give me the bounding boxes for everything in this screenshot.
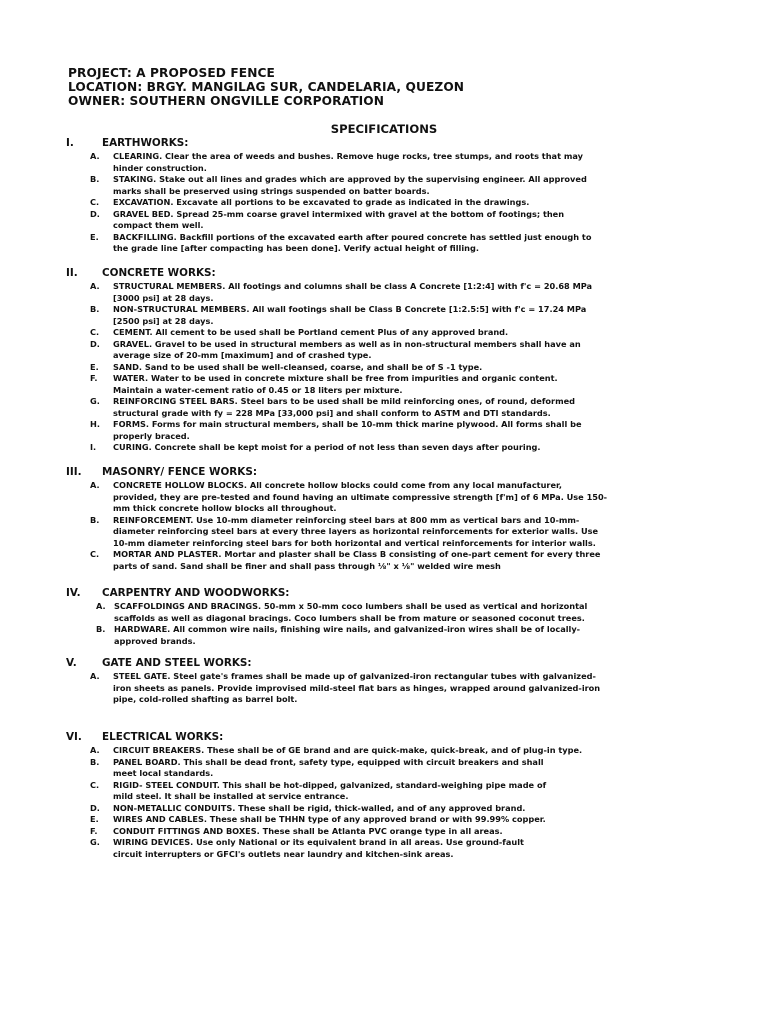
section-title: EARTHWORKS: xyxy=(102,137,189,149)
spec-item xyxy=(0,837,768,860)
section-number: VI. xyxy=(66,731,82,743)
section-title: CARPENTRY AND WOODWORKS: xyxy=(102,587,290,599)
item-letter: I. xyxy=(90,442,97,452)
item-text: NON-METALLIC CONDUITS. These shall be rigid, thick-walled, and of any approved brand. xyxy=(113,802,526,813)
item-text: CONDUIT FITTINGS AND BOXES. These shall be Atlanta PVC orange type in all areas. xyxy=(113,825,503,836)
spec-item xyxy=(0,197,768,209)
section-heading xyxy=(0,656,768,671)
item-text: CLEARING. Clear the area of weeds and bushes. Remove huge rocks, tree stumps, and roots that may hinder construction. xyxy=(113,151,583,173)
section-heading xyxy=(0,465,768,480)
item-text: CURING. Concrete shall be kept moist for a period of not less than seven days after pouring. xyxy=(113,442,541,452)
spec-item xyxy=(0,209,768,232)
section-heading xyxy=(0,266,768,281)
item-letter: C. xyxy=(90,549,100,559)
spec-item xyxy=(0,745,768,757)
spec-item xyxy=(0,814,768,826)
item-text: GRAVEL. Gravel to be used in structural members as well as in non-structural members shall have an average size of 20-mm [maximum] and of crashed type. xyxy=(113,338,581,360)
item-letter: G. xyxy=(90,396,100,406)
item-text: CIRCUIT BREAKERS. These shall be of GE brand and are quick-make, quick-break, and of plug-in type. xyxy=(113,745,583,755)
spec-item xyxy=(0,151,768,174)
spec-item xyxy=(0,362,768,374)
spec-item xyxy=(0,549,768,572)
item-text: BACKFILLING. Backfill portions of the excavated earth after poured concrete has settled just enough to the grade line [after compacting has been done]. Verify actual height of filling. xyxy=(113,231,592,253)
section-earthworks xyxy=(0,136,768,255)
section-electrical-works xyxy=(0,730,768,860)
spec-item xyxy=(0,601,768,624)
item-letter: A. xyxy=(90,480,100,490)
spec-item xyxy=(0,174,768,197)
item-letter: D. xyxy=(90,208,100,219)
item-letter: C. xyxy=(90,197,100,207)
item-letter: E. xyxy=(90,814,99,824)
item-text: WATER. Water to be used in concrete mixture shall be free from impurities and organic content. Maintain a water-cement ratio of 0.45 or 18 liters per mixture. xyxy=(113,373,558,395)
item-letter: C. xyxy=(90,779,100,790)
section-title: CONCRETE WORKS: xyxy=(102,267,216,279)
location-line: LOCATION: BRGY. MANGILAG SUR, CANDELARIA, QUEZON xyxy=(68,80,465,94)
item-text: REINFORCEMENT. Use 10-mm diameter reinforcing steel bars at 800 mm as vertical bars and 10-mm- diameter reinforcing steel bars at every three layers as horizontal reinforcements for exterior walls. Use 10-mm diameter reinforcing steel bars for both horizontal and vertical reinforcements for interior walls. xyxy=(113,514,599,548)
item-letter: E. xyxy=(90,231,99,242)
item-text: REINFORCING STEEL BARS. Steel bars to be used shall be mild reinforcing ones, of round, deformed structural grade with fy = 228 MPa [33,000 psi] and shall conform to ASTM and DTI standards. xyxy=(113,396,576,418)
item-text: CEMENT. All cement to be used shall be Portland cement Plus of any approved brand. xyxy=(113,327,509,337)
specifications-title: SPECIFICATIONS xyxy=(330,122,438,136)
item-letter: F. xyxy=(90,373,98,383)
item-letter: B. xyxy=(90,756,100,767)
spec-item xyxy=(0,442,768,454)
spec-item xyxy=(0,780,768,803)
item-text: NON-STRUCTURAL MEMBERS. All wall footings shall be Class B Concrete [1:2.5:5] with f'c = 17.24 MPa [2500 psi] at 28 days. xyxy=(113,304,587,326)
spec-item xyxy=(0,327,768,339)
item-letter: A. xyxy=(90,151,100,161)
item-text: FORMS. Forms for main structural members, shall be 10-mm thick marine plywood. All forms shall be properly braced. xyxy=(113,419,582,441)
section-heading xyxy=(0,136,768,151)
section-number: I. xyxy=(66,137,74,149)
section-number: V. xyxy=(66,657,77,669)
spec-item xyxy=(0,396,768,419)
item-text: STRUCTURAL MEMBERS. All footings and columns shall be class A Concrete [1:2:4] with f'c = 20.68 MPa [3000 psi] at 28 days. xyxy=(113,281,593,303)
item-text: SCAFFOLDINGS AND BRACINGS. 50-mm x 50-mm coco lumbers shall be used as vertical and horizontal scaffolds as well as diagonal bracings. Coco lumbers shall be from mature or seasoned coconut trees. xyxy=(114,601,588,623)
section-number: IV. xyxy=(66,587,81,599)
item-letter: G. xyxy=(90,837,100,847)
item-text: WIRES AND CABLES. These shall be THHN type of any approved brand or with 99.99% copper. xyxy=(113,814,546,824)
item-text: CONCRETE HOLLOW BLOCKS. All concrete hollow blocks could come from any local manufacturer, provided, they are pre-tested and found having an ultimate compressive strength [f'm] of 6 MPa. Use 150- mm thick concrete hollow blocks all throughout. xyxy=(113,480,608,513)
spec-item xyxy=(0,419,768,442)
item-letter: H. xyxy=(90,419,100,429)
section-number: III. xyxy=(66,466,82,478)
item-letter: C. xyxy=(90,327,100,337)
item-letter: F. xyxy=(90,825,98,836)
item-text: STEEL GATE. Steel gate's frames shall be made up of galvanized-iron rectangular tubes with galvanized- iron sheets as panels. Provide improvised mild-steel flat bars as hinges, wrapped around galvanized-iron pipe, cold-rolled shafting as barrel bolt. xyxy=(113,671,601,704)
item-text: EXCAVATION. Excavate all portions to be excavated to grade as indicated in the drawings. xyxy=(113,197,530,207)
item-letter: A. xyxy=(96,601,106,611)
item-letter: A. xyxy=(90,745,100,755)
item-text: RIGID- STEEL CONDUIT. This shall be hot-dipped, galvanized, standard-weighing pipe made of mild steel. It shall be installed at service entrance. xyxy=(113,779,547,801)
item-text: WIRING DEVICES. Use only National or its equivalent brand in all areas. Use ground-fault circuit interrupters or GFCI's outlets near laundry and kitchen-sink areas. xyxy=(113,837,524,859)
section-number: II. xyxy=(66,267,78,279)
section-masonry-fence-works xyxy=(0,465,768,572)
owner-line: OWNER: SOUTHERN ONGVILLE CORPORATION xyxy=(68,94,385,108)
section-gate-steel-works xyxy=(0,656,768,706)
section-heading xyxy=(0,586,768,601)
spec-item xyxy=(0,671,768,706)
item-text: GRAVEL BED. Spread 25-mm coarse gravel intermixed with gravel at the bottom of footings; then compact them well. xyxy=(113,208,565,230)
item-letter: D. xyxy=(90,802,100,813)
item-letter: B. xyxy=(96,624,106,634)
spec-item xyxy=(0,803,768,815)
item-letter: B. xyxy=(90,174,100,184)
spec-item xyxy=(0,373,768,396)
item-letter: A. xyxy=(90,281,100,291)
spec-item xyxy=(0,624,768,647)
item-letter: B. xyxy=(90,514,100,525)
section-carpentry-woodworks xyxy=(0,586,768,647)
section-title: ELECTRICAL WORKS: xyxy=(102,731,224,743)
spec-item xyxy=(0,515,768,550)
spec-item xyxy=(0,757,768,780)
item-text: STAKING. Stake out all lines and grades which are approved by the supervising engineer. All approved marks shall be preserved using strings suspended on batter boards. xyxy=(113,174,587,196)
spec-item xyxy=(0,339,768,362)
item-text: MORTAR AND PLASTER. Mortar and plaster shall be Class B consisting of one-part cement for every three parts of sand. Sand shall be finer and shall pass through ⅛" x ⅛" welded wire mesh xyxy=(113,549,601,571)
item-letter: D. xyxy=(90,338,100,349)
project-line: PROJECT: A PROPOSED FENCE xyxy=(68,66,275,80)
section-concrete-works xyxy=(0,266,768,454)
spec-item xyxy=(0,480,768,515)
section-title: MASONRY/ FENCE WORKS: xyxy=(102,466,257,478)
spec-item xyxy=(0,281,768,304)
spec-item xyxy=(0,232,768,255)
spec-item xyxy=(0,826,768,838)
item-text: HARDWARE. All common wire nails, finishing wire nails, and galvanized-iron wires shall be of locally- approved brands. xyxy=(114,624,581,646)
spec-item xyxy=(0,304,768,327)
item-text: PANEL BOARD. This shall be dead front, safety type, equipped with circuit breakers and shall meet local standards. xyxy=(113,756,544,778)
item-letter: B. xyxy=(90,304,100,314)
item-letter: E. xyxy=(90,361,99,372)
item-letter: A. xyxy=(90,671,100,681)
item-text: SAND. Sand to be used shall be well-cleansed, coarse, and shall be of S -1 type. xyxy=(113,361,483,372)
section-heading xyxy=(0,730,768,745)
section-title: GATE AND STEEL WORKS: xyxy=(102,657,252,669)
